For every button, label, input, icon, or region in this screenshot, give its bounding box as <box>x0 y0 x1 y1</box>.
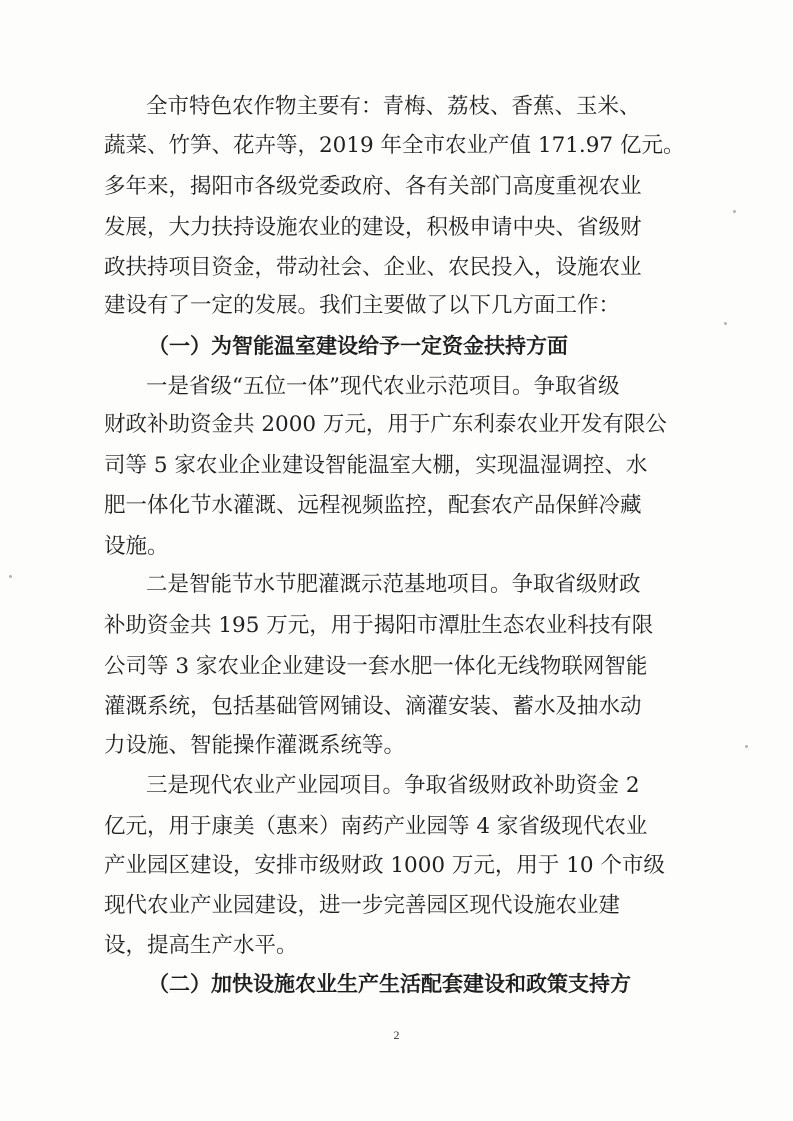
text-line: 蔬菜、竹笋、花卉等，2019 年全市农业产值 171.97 亿元。 <box>104 133 685 158</box>
text-line: 发展，大力扶持设施农业的建设，积极申请中央、省级财 <box>104 215 642 240</box>
text-line: 一是省级“五位一体”现代农业示范项目。争取省级 <box>146 374 620 399</box>
scan-speck <box>724 322 727 325</box>
text-line: 财政补助资金共 2000 万元，用于广东利泰农业开发有限公 <box>104 412 667 437</box>
text-line: 设施。 <box>104 534 169 559</box>
scan-speck <box>745 745 748 748</box>
text-line: 灌溉系统，包括基础管网铺设、滴灌安装、蓄水及抽水动 <box>104 694 642 719</box>
text-line: 设，提高生产水平。 <box>104 933 298 958</box>
text-line: 亿元，用于康美（惠来）南药产业园等 4 家省级现代农业 <box>104 814 648 839</box>
section-heading: （一）为智能温室建设给予一定资金扶持方面 <box>148 334 568 358</box>
text-line: 产业园区建设，安排市级财政 1000 万元，用于 10 个市级 <box>104 853 665 878</box>
text-line: 建设有了一定的发展。我们主要做了以下几方面工作： <box>104 293 621 318</box>
text-line: 二是智能节水节肥灌溉示范基地项目。争取省级财政 <box>146 572 641 597</box>
scan-speck <box>9 575 12 578</box>
page-number: 2 <box>393 1028 400 1042</box>
text-line: 全市特色农作物主要有：青梅、荔枝、香蕉、玉米、 <box>146 94 641 119</box>
text-line: 司等 5 家农业企业建设智能温室大棚，实现温湿调控、水 <box>104 453 648 478</box>
text-line: 政扶持项目资金，带动社会、企业、农民投入，设施农业 <box>104 255 642 280</box>
text-line: 力设施、智能操作灌溉系统等。 <box>104 733 406 758</box>
text-line: 多年来，揭阳市各级党委政府、各有关部门高度重视农业 <box>104 174 642 199</box>
text-line: 公司等 3 家农业企业建设一套水肥一体化无线物联网智能 <box>104 654 648 679</box>
text-line: 现代农业产业园建设，进一步完善园区现代设施农业建 <box>104 893 621 918</box>
section-heading: （二）加快设施农业生产生活配套建设和政策支持方 <box>148 972 631 996</box>
scan-speck <box>733 210 736 213</box>
text-line: 补助资金共 195 万元，用于揭阳市潭肚生态农业科技有限 <box>104 613 654 638</box>
text-line: 三是现代农业产业园项目。争取省级财政补助资金 2 <box>146 773 640 798</box>
text-line: 肥一体化节水灌溉、远程视频监控，配套农产品保鲜冷藏 <box>104 493 642 518</box>
